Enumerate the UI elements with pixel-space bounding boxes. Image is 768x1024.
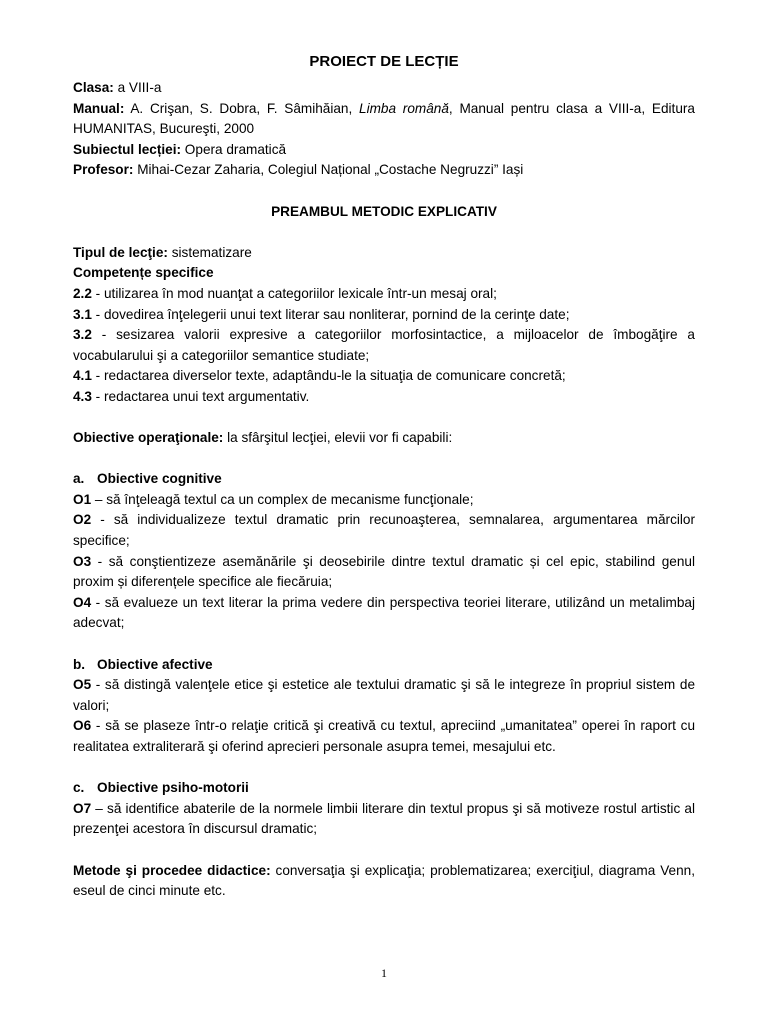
objective-code: O1 (73, 491, 92, 507)
section-letter: b. (73, 656, 86, 672)
metode-value: conversaţia şi explicaţia; problematizarea; exerciţiul, diagrama Venn, eseul de cinci minute etc. (73, 862, 695, 899)
objective-text: - să individualizeze textul dramatic prin recunoaşterea, semnalarea, argumentarea mărcilor specifice; (73, 512, 695, 549)
competenta-code: 4.1 (73, 368, 92, 384)
subiect-value: Opera dramatică (181, 141, 287, 157)
section-letter: c. (73, 780, 85, 796)
objective-text: - să se plaseze într-o relaţie critică şi creativă cu textul, apreciind „umanitatea” operei în raport cu realitatea extraliterară şi oferind aprecieri personale asupra temei, mesajului etc. (73, 718, 695, 754)
competenta-code: 4.3 (73, 388, 92, 404)
obiective-label: Obiective operaţionale: (73, 430, 224, 446)
section-title: Obiective psiho-motorii (97, 780, 249, 796)
objective-text: - să distingă valenţele etice şi estetice ale textului dramatic şi să le integreze în propriul sistem de valori; (73, 677, 695, 713)
manual-label: Manual: (73, 100, 125, 116)
objective-item (73, 799, 695, 840)
competenta-text: - dovedirea înţelegerii unui text literar sau nonliterar, pornind de la cerinţe date; (91, 306, 570, 322)
objective-item (73, 490, 695, 511)
obiective-operationale-line (73, 428, 695, 449)
competenta-text: - redactarea unui text argumentativ. (91, 388, 310, 404)
clasa-line (73, 78, 695, 99)
competenta-text: - sesizarea valorii expresive a categoriilor morfosintactice, a mijloacelor de îmbogăţire a vocabularului şi a categoriilor semantice studiate; (73, 327, 695, 363)
obiective-intro: la sfârşitul lecţiei, elevii vor fi capabili: (223, 430, 453, 446)
competenta-item (73, 366, 695, 387)
subiect-label: Subiectul lecției: (73, 141, 182, 157)
metode-label: Metode şi procedee didactice: (73, 862, 271, 878)
profesor-value: Mihai-Cezar Zaharia, Colegiul Național „Costache Negruzzi” Iași (133, 162, 524, 178)
psihomotorii-heading (73, 778, 695, 799)
section-letter: a. (73, 471, 85, 487)
objective-code: O5 (73, 677, 92, 693)
competenta-text: - utilizarea în mod nuanţat a categoriilor lexicale într-un mesaj oral; (91, 285, 497, 301)
competenta-item (73, 325, 695, 366)
profesor-label: Profesor: (73, 162, 134, 178)
objective-code: O4 (73, 594, 92, 610)
clasa-value: a VIII-a (113, 80, 162, 95)
competente-heading: Competențe specifice (73, 265, 214, 281)
objective-item (73, 675, 695, 716)
afective-heading (73, 655, 695, 676)
objective-text: – să înţeleagă textul ca un complex de mecanisme funcţionale; (91, 491, 474, 507)
objective-code: O3 (73, 553, 92, 569)
competenta-item (73, 284, 695, 305)
competenta-item (73, 387, 695, 408)
tip-lectie-line (73, 243, 695, 264)
objective-text: – să identifice abaterile de la normele limbii literare din textul propus şi să motiveze rostul artistic al prezenţei acestora în discursul dramatic; (73, 800, 695, 837)
objective-item (73, 510, 695, 551)
section-title: Obiective afective (97, 656, 213, 672)
objective-code: O2 (73, 512, 92, 528)
manual-line (73, 99, 695, 140)
objective-item (73, 593, 695, 634)
competenta-text: - redactarea diverselor texte, adaptându-le la situaţia de comunicare concretă; (91, 368, 566, 384)
objective-code: O6 (73, 718, 92, 734)
objective-code: O7 (73, 800, 92, 816)
manual-book-title: Limba română (359, 100, 449, 116)
metode-line (73, 861, 695, 902)
objective-text: - să conştientizeze asemănările şi deosebirile dintre textul dramatic și cel epic, stabilind genul proxim și diferențele specifice ale fiecăruia; (73, 553, 695, 590)
page-number: 1 (381, 966, 387, 980)
objective-text: - să evalueze un text literar la prima vedere din perspectiva teoriei literare, utilizând un metalimbaj adecvat; (73, 594, 695, 631)
document-title: PROIECT DE LECȚIE (309, 53, 459, 70)
section-title: Obiective cognitive (97, 471, 222, 487)
cognitive-heading (73, 469, 695, 490)
profesor-line (73, 160, 695, 181)
competenta-code: 2.2 (73, 285, 92, 301)
competenta-item (73, 305, 695, 326)
objective-item (73, 716, 695, 757)
subiect-line (73, 140, 695, 161)
tip-value: sistematizare (167, 244, 252, 260)
competenta-code: 3.2 (73, 327, 92, 343)
clasa-label: Clasa: (73, 80, 114, 95)
tip-label: Tipul de lecţie: (73, 244, 168, 260)
manual-rest: , Manual pentru clasa a VIII-a, Editura HUMANITAS, Bucureşti, 2000 (73, 100, 695, 137)
manual-authors: A. Crişan, S. Dobra, F. Sâmihăian, (124, 100, 360, 116)
objective-item (73, 552, 695, 593)
preambul-heading: PREAMBUL METODIC EXPLICATIV (271, 203, 497, 219)
competenta-code: 3.1 (73, 306, 92, 322)
